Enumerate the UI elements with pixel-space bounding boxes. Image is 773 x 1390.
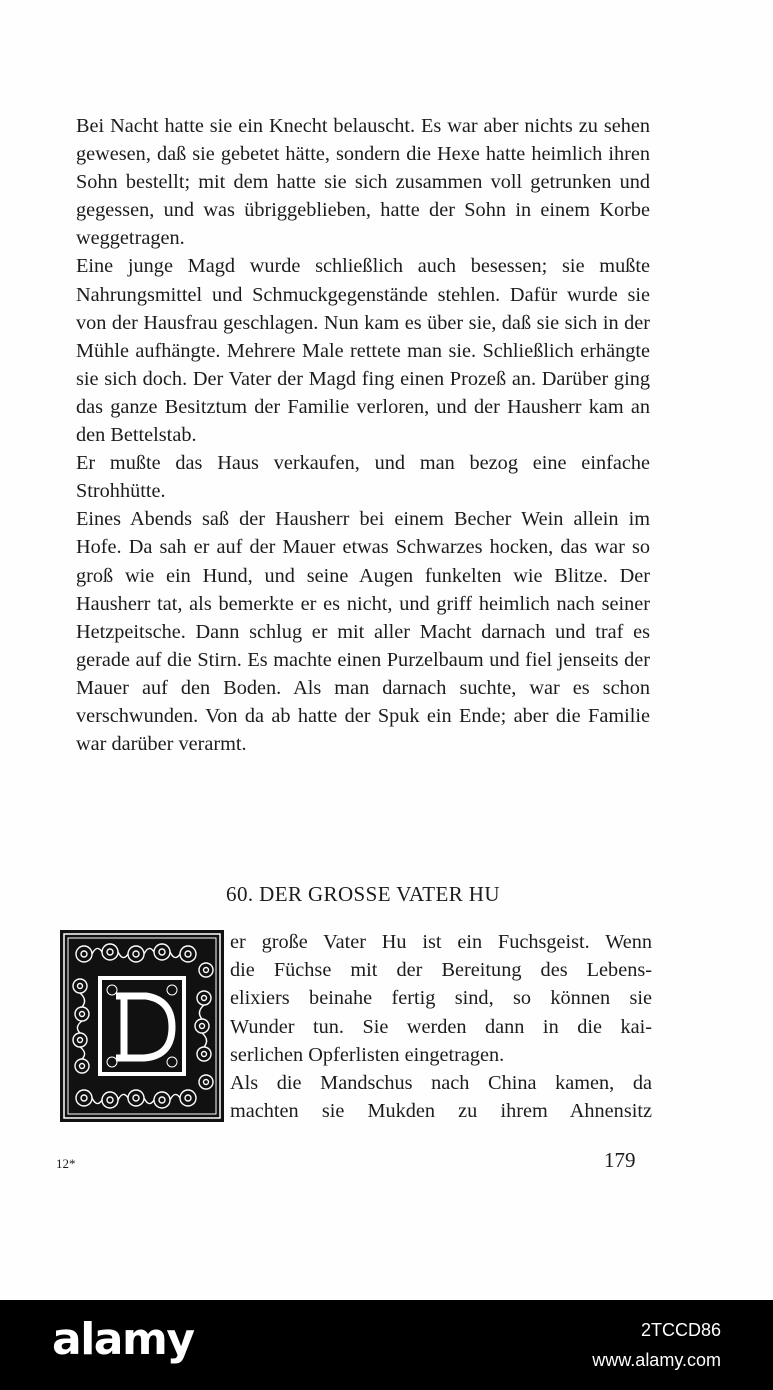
chapter-line-7: machten sie Mukden zu ihrem Ahnensitz bbox=[230, 1100, 652, 1123]
chapter-text bbox=[230, 928, 652, 1125]
chapter-line-4: Wunder tun. Sie werden dann in die kai- bbox=[230, 1015, 652, 1038]
ornamental-initial-icon bbox=[60, 930, 224, 1122]
banner-url: www.alamy.com bbox=[592, 1350, 721, 1370]
page-number: 179 bbox=[604, 1148, 636, 1172]
body-text bbox=[76, 112, 650, 758]
paragraph-2: Eine junge Magd wurde schließlich auch besessen; sie mußte Nahrungsmittel und Schmuckgegenstände stehlen. Dafür wurde sie von der Hausfrau geschlagen. Nun kam es über sie, daß sie sich in der Mühle aufhängte. Mehrere Male rettete man sie. Schließlich erhängte sie sich doch. Der Vater der Magd fing einen Prozeß an. Darüber ging das ganze Besitztum der Familie verloren, und der Hausherr kam an den Bettelstab. bbox=[76, 255, 650, 447]
chapter-line-1: er große Vater Hu ist ein Fuchsgeist. Wenn bbox=[230, 931, 652, 953]
signature-mark: 12* bbox=[56, 1156, 76, 1171]
paragraph-4: Eines Abends saß der Hausherr bei einem Becher Wein allein im Hofe. Da sah er auf der Mauer etwas Schwarzes hocken, das war so groß wie ein Hund, und seine Augen funkelten wie Blitze. Der Hausherr tat, als bemerkte er es nicht, und griff heimlich nach seiner Hetzpeitsche. Dann schlug er mit aller Macht darnach und traf es gerade auf die Stirn. Es machte einen Purzelbaum und fiel jenseits der Mauer auf den Boden. Als man darnach suchte, war es schon verschwunden. Von da ab hatte der Spuk ein Ende; aber die Familie war darüber verarmt. bbox=[76, 508, 650, 756]
chapter-line-2: die Füchse mit der Bereitung des Lebens- bbox=[230, 959, 652, 982]
chapter-heading: 60. DER GROSSE VATER HU bbox=[226, 882, 500, 906]
paragraph-3: Er mußte das Haus verkaufen, und man bezog eine einfache Strohhütte. bbox=[76, 452, 650, 503]
chapter-line-3: elixiers beinahe fertig sind, so können sie bbox=[230, 987, 652, 1010]
watermark-banner bbox=[0, 1300, 773, 1390]
chapter-line-6: Als die Mandschus nach China kamen, da bbox=[230, 1071, 652, 1094]
chapter-line-5: serlichen Opferlisten eingetragen. bbox=[230, 1043, 505, 1066]
image-id: 2TCCD86 bbox=[640, 1320, 721, 1340]
paragraph-1: Bei Nacht hatte sie ein Knecht belauscht. Es war aber nichts zu sehen gewesen, daß sie gebetet hätte, sondern die Hexe hatte heimlich ihren Sohn bestellt; mit dem hatte sie sich zusammen voll getrunken und gegessen, und was übriggeblieben, hatte der Sohn in einem Korbe weggetragen. bbox=[76, 115, 650, 250]
chapter-opening bbox=[60, 928, 652, 1124]
alamy-logo: alamy bbox=[52, 1314, 194, 1365]
